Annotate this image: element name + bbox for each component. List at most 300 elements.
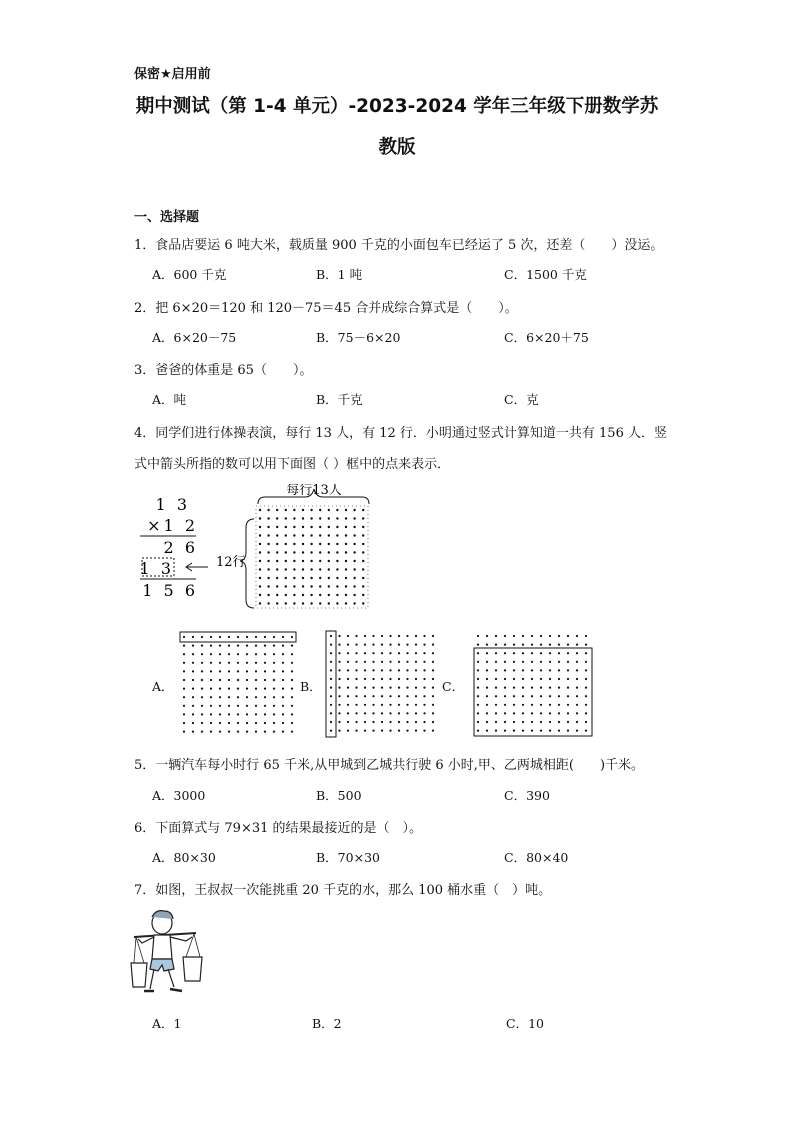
grid-dot bbox=[293, 534, 295, 536]
grid-dot bbox=[504, 669, 506, 671]
grid-dot bbox=[255, 670, 257, 672]
grid-dot bbox=[353, 560, 355, 562]
grid-dot bbox=[282, 645, 284, 647]
grid-dot bbox=[192, 696, 194, 698]
grid-dot bbox=[432, 635, 434, 637]
grid-dot bbox=[328, 602, 330, 604]
grid-dot bbox=[477, 635, 479, 637]
grid-dot bbox=[372, 704, 374, 706]
grid-dot bbox=[495, 730, 497, 732]
grid-dot bbox=[246, 705, 248, 707]
question-5-option-a[interactable]: A．3000 bbox=[152, 788, 206, 803]
grid-dot bbox=[201, 679, 203, 681]
grid-dot bbox=[276, 560, 278, 562]
grid-dot bbox=[389, 644, 391, 646]
grid-dot bbox=[328, 526, 330, 528]
grid-dot bbox=[558, 704, 560, 706]
grid-dot bbox=[282, 731, 284, 733]
question-6-option-a[interactable]: A．80×30 bbox=[152, 850, 216, 865]
grid-dot bbox=[319, 560, 321, 562]
grid-dot bbox=[549, 669, 551, 671]
grid-dot bbox=[362, 509, 364, 511]
grid-dot bbox=[264, 662, 266, 664]
grid-dot bbox=[477, 652, 479, 654]
grid-dot bbox=[336, 517, 338, 519]
grid-dot bbox=[192, 662, 194, 664]
question-4-text-line-2: 式中箭头所指的数可以用下面图（ ）框中的点来表示． bbox=[134, 457, 451, 472]
grid-dot bbox=[381, 644, 383, 646]
grid-dot bbox=[576, 635, 578, 637]
grid-dot bbox=[522, 661, 524, 663]
grid-dot bbox=[576, 678, 578, 680]
grid-dot bbox=[336, 594, 338, 596]
grid-dot bbox=[276, 543, 278, 545]
grid-dot bbox=[423, 730, 425, 732]
grid-dot bbox=[355, 687, 357, 689]
option-b-dots bbox=[330, 635, 434, 732]
grid-dot bbox=[219, 662, 221, 664]
grid-dot bbox=[531, 704, 533, 706]
left-bucket bbox=[131, 963, 147, 987]
confidential-label: 保密★启用前 bbox=[134, 67, 211, 82]
grid-dot bbox=[338, 687, 340, 689]
grid-dot bbox=[336, 551, 338, 553]
grid-dot bbox=[201, 705, 203, 707]
grid-dot bbox=[293, 585, 295, 587]
grid-dot bbox=[567, 712, 569, 714]
question-7-option-b[interactable]: B．2 bbox=[312, 1016, 342, 1031]
grid-dot bbox=[504, 730, 506, 732]
grid-dot bbox=[540, 669, 542, 671]
grid-dot bbox=[291, 645, 293, 647]
grid-dot bbox=[531, 661, 533, 663]
grid-dot bbox=[522, 704, 524, 706]
grid-dot bbox=[540, 652, 542, 654]
grid-dot bbox=[328, 577, 330, 579]
grid-dot bbox=[477, 644, 479, 646]
grid-dot bbox=[381, 635, 383, 637]
grid-dot bbox=[282, 653, 284, 655]
grid-dot bbox=[381, 712, 383, 714]
grid-dot bbox=[183, 696, 185, 698]
question-3 bbox=[134, 359, 312, 378]
grid-dot bbox=[531, 678, 533, 680]
grid-dot bbox=[364, 695, 366, 697]
grid-dot bbox=[273, 653, 275, 655]
main-dot-grid-figure bbox=[210, 484, 380, 616]
rows-label: 12行 bbox=[216, 555, 246, 570]
question-7-text: 如图，王叔叔一次能挑重 20 千克的水，那么 100 桶水重（ ）吨。 bbox=[155, 883, 552, 898]
grid-dot bbox=[319, 509, 321, 511]
grid-dot bbox=[406, 704, 408, 706]
grid-dot bbox=[522, 635, 524, 637]
grid-dot bbox=[246, 688, 248, 690]
grid-dot bbox=[415, 644, 417, 646]
grid-dot bbox=[273, 713, 275, 715]
grid-dot bbox=[237, 688, 239, 690]
question-6-option-b[interactable]: B．70×30 bbox=[316, 850, 380, 865]
grid-dot bbox=[345, 594, 347, 596]
grid-dot bbox=[291, 705, 293, 707]
grid-dot bbox=[293, 594, 295, 596]
grid-dot bbox=[291, 722, 293, 724]
grid-dot bbox=[353, 543, 355, 545]
grid-dot bbox=[398, 730, 400, 732]
grid-dot bbox=[432, 687, 434, 689]
grid-dot bbox=[347, 721, 349, 723]
grid-dot bbox=[264, 731, 266, 733]
grid-dot bbox=[372, 678, 374, 680]
grid-dot bbox=[540, 712, 542, 714]
grid-dot bbox=[267, 577, 269, 579]
question-4-option-c[interactable]: C． bbox=[442, 679, 465, 694]
grid-dot bbox=[319, 526, 321, 528]
grid-dot bbox=[291, 670, 293, 672]
calc-product: 1 5 6 bbox=[142, 581, 198, 600]
grid-dot bbox=[347, 730, 349, 732]
grid-dot bbox=[237, 722, 239, 724]
vertical-multiplication-figure bbox=[130, 490, 210, 605]
grid-dot bbox=[264, 653, 266, 655]
grid-dot bbox=[285, 534, 287, 536]
grid-dot bbox=[353, 594, 355, 596]
grid-dot bbox=[477, 687, 479, 689]
grid-dot bbox=[219, 731, 221, 733]
grid-dot bbox=[210, 653, 212, 655]
grid-dot bbox=[415, 730, 417, 732]
grid-dot bbox=[531, 652, 533, 654]
grid-dot bbox=[330, 712, 332, 714]
grid-dot bbox=[219, 645, 221, 647]
grid-dot bbox=[228, 653, 230, 655]
grid-dot bbox=[415, 678, 417, 680]
question-4-option-a[interactable]: A． bbox=[152, 679, 174, 694]
question-3-option-b[interactable]: B．千克 bbox=[316, 392, 363, 407]
grid-dot bbox=[398, 669, 400, 671]
question-3-option-c[interactable]: C．克 bbox=[504, 392, 539, 407]
grid-dot bbox=[423, 661, 425, 663]
grid-dot bbox=[282, 705, 284, 707]
grid-dot bbox=[549, 661, 551, 663]
grid-dot bbox=[259, 585, 261, 587]
grid-dot bbox=[267, 560, 269, 562]
question-7-option-c[interactable]: C．10 bbox=[506, 1016, 544, 1031]
grid-dot bbox=[415, 712, 417, 714]
grid-dot bbox=[477, 661, 479, 663]
grid-dot bbox=[237, 705, 239, 707]
grid-dot bbox=[486, 635, 488, 637]
grid-dot bbox=[328, 568, 330, 570]
grid-dot bbox=[273, 731, 275, 733]
grid-dot bbox=[330, 652, 332, 654]
main-grid-border bbox=[256, 506, 368, 608]
grid-dot bbox=[302, 577, 304, 579]
grid-dot bbox=[362, 543, 364, 545]
grid-dot bbox=[228, 731, 230, 733]
grid-dot bbox=[228, 662, 230, 664]
grid-dot bbox=[576, 652, 578, 654]
grid-dot bbox=[276, 526, 278, 528]
grid-dot bbox=[201, 670, 203, 672]
grid-dot bbox=[477, 695, 479, 697]
grid-dot bbox=[398, 695, 400, 697]
grid-dot bbox=[347, 704, 349, 706]
grid-dot bbox=[486, 704, 488, 706]
grid-dot bbox=[364, 635, 366, 637]
grid-dot bbox=[381, 730, 383, 732]
grid-dot bbox=[276, 568, 278, 570]
grid-dot bbox=[192, 670, 194, 672]
grid-dot bbox=[423, 644, 425, 646]
grid-dot bbox=[558, 730, 560, 732]
grid-dot bbox=[389, 730, 391, 732]
grid-dot bbox=[302, 509, 304, 511]
grid-dot bbox=[513, 669, 515, 671]
grid-dot bbox=[319, 517, 321, 519]
grid-dot bbox=[353, 526, 355, 528]
grid-dot bbox=[285, 526, 287, 528]
grid-dot bbox=[330, 644, 332, 646]
grid-dot bbox=[415, 687, 417, 689]
grid-dot bbox=[355, 661, 357, 663]
grid-dot bbox=[310, 543, 312, 545]
grid-dot bbox=[558, 695, 560, 697]
grid-dot bbox=[353, 577, 355, 579]
grid-dot bbox=[495, 678, 497, 680]
grid-dot bbox=[330, 721, 332, 723]
grid-dot bbox=[432, 644, 434, 646]
right-bucket bbox=[183, 957, 202, 981]
grid-dot bbox=[398, 652, 400, 654]
grid-dot bbox=[364, 730, 366, 732]
grid-dot bbox=[513, 678, 515, 680]
grid-dot bbox=[355, 635, 357, 637]
grid-dot bbox=[282, 722, 284, 724]
grid-dot bbox=[540, 704, 542, 706]
grid-dot bbox=[381, 695, 383, 697]
grid-dot bbox=[285, 560, 287, 562]
grid-dot bbox=[347, 712, 349, 714]
grid-dot bbox=[201, 653, 203, 655]
question-1-option-a[interactable]: A．600 千克 bbox=[152, 267, 227, 282]
grid-dot bbox=[389, 652, 391, 654]
option-c-dot-grid[interactable] bbox=[470, 628, 596, 740]
grid-dot bbox=[522, 721, 524, 723]
grid-dot bbox=[291, 679, 293, 681]
grid-dot bbox=[210, 688, 212, 690]
grid-dot bbox=[576, 661, 578, 663]
grid-dot bbox=[513, 730, 515, 732]
grid-dot bbox=[302, 560, 304, 562]
question-6-option-c[interactable]: C．80×40 bbox=[504, 850, 569, 865]
grid-dot bbox=[192, 679, 194, 681]
grid-dot bbox=[364, 704, 366, 706]
grid-dot bbox=[477, 721, 479, 723]
grid-dot bbox=[276, 534, 278, 536]
grid-dot bbox=[293, 568, 295, 570]
grid-dot bbox=[540, 730, 542, 732]
grid-dot bbox=[347, 652, 349, 654]
grid-dot bbox=[558, 669, 560, 671]
grid-dot bbox=[406, 678, 408, 680]
grid-dot bbox=[302, 602, 304, 604]
grid-dot bbox=[576, 712, 578, 714]
grid-dot bbox=[183, 636, 185, 638]
calc-multiplier: ×1 2 bbox=[147, 516, 198, 535]
option-b-dot-grid[interactable] bbox=[322, 628, 434, 740]
grid-dot bbox=[567, 661, 569, 663]
grid-dot bbox=[477, 712, 479, 714]
question-3-option-a[interactable]: A．吨 bbox=[152, 392, 187, 407]
feet bbox=[144, 989, 182, 991]
question-5-text: 一辆汽车每小时行 65 千米,从甲城到乙城共行驶 6 小时,甲、乙两城相距( )千米。 bbox=[155, 758, 645, 773]
grid-dot bbox=[495, 652, 497, 654]
grid-dot bbox=[336, 543, 338, 545]
grid-dot bbox=[576, 721, 578, 723]
option-a-dot-grid[interactable] bbox=[176, 628, 302, 740]
question-4-option-b[interactable]: B． bbox=[300, 679, 322, 694]
grid-dot bbox=[319, 577, 321, 579]
grid-dot bbox=[291, 662, 293, 664]
grid-dot bbox=[540, 644, 542, 646]
question-5-option-b[interactable]: B．500 bbox=[316, 788, 362, 803]
grid-dot bbox=[477, 730, 479, 732]
question-5-option-c[interactable]: C．390 bbox=[504, 788, 550, 803]
grid-dot bbox=[495, 669, 497, 671]
grid-dot bbox=[291, 713, 293, 715]
grid-dot bbox=[567, 652, 569, 654]
question-3-number: 3． bbox=[134, 363, 156, 378]
grid-dot bbox=[259, 577, 261, 579]
grid-dot bbox=[486, 652, 488, 654]
grid-dot bbox=[381, 661, 383, 663]
grid-dot bbox=[347, 669, 349, 671]
grid-dot bbox=[531, 712, 533, 714]
grid-dot bbox=[273, 645, 275, 647]
question-4-line-1 bbox=[134, 422, 667, 441]
grid-dot bbox=[576, 695, 578, 697]
grid-dot bbox=[183, 645, 185, 647]
grid-dot bbox=[362, 526, 364, 528]
question-1-option-c[interactable]: C．1500 千克 bbox=[504, 267, 587, 282]
grid-dot bbox=[210, 722, 212, 724]
grid-dot bbox=[285, 509, 287, 511]
question-2-option-a[interactable]: A．6×20－75 bbox=[152, 330, 237, 345]
grid-dot bbox=[415, 721, 417, 723]
grid-dot bbox=[267, 534, 269, 536]
grid-dot bbox=[372, 635, 374, 637]
grid-dot bbox=[255, 731, 257, 733]
grid-dot bbox=[513, 687, 515, 689]
grid-dot bbox=[293, 577, 295, 579]
grid-dot bbox=[381, 678, 383, 680]
grid-dot bbox=[567, 635, 569, 637]
grid-dot bbox=[355, 695, 357, 697]
question-2-option-c[interactable]: C．6×20＋75 bbox=[504, 330, 589, 345]
grid-dot bbox=[504, 661, 506, 663]
grid-dot bbox=[246, 731, 248, 733]
grid-dot bbox=[330, 695, 332, 697]
grid-dot bbox=[319, 568, 321, 570]
grid-dot bbox=[319, 534, 321, 536]
calc-partial-1: 2 6 bbox=[163, 538, 198, 557]
grid-dot bbox=[585, 730, 587, 732]
grid-dot bbox=[567, 644, 569, 646]
grid-dot bbox=[585, 687, 587, 689]
grid-dot bbox=[504, 695, 506, 697]
grid-dot bbox=[192, 722, 194, 724]
grid-dot bbox=[319, 585, 321, 587]
grid-dot bbox=[264, 722, 266, 724]
grid-dot bbox=[291, 688, 293, 690]
grid-dot bbox=[522, 678, 524, 680]
question-7-option-a[interactable]: A．1 bbox=[152, 1016, 182, 1031]
grid-dot bbox=[276, 577, 278, 579]
grid-dot bbox=[259, 551, 261, 553]
grid-dot bbox=[219, 688, 221, 690]
grid-dot bbox=[362, 517, 364, 519]
grid-dot bbox=[310, 526, 312, 528]
grid-dot bbox=[558, 661, 560, 663]
grid-dot bbox=[246, 713, 248, 715]
grid-dot bbox=[201, 645, 203, 647]
grid-dot bbox=[372, 721, 374, 723]
grid-dot bbox=[267, 526, 269, 528]
grid-dot bbox=[362, 577, 364, 579]
grid-dot bbox=[567, 669, 569, 671]
grid-dot bbox=[267, 509, 269, 511]
grid-dot bbox=[246, 636, 248, 638]
grid-dot bbox=[219, 696, 221, 698]
question-1-option-b[interactable]: B．1 吨 bbox=[316, 267, 363, 282]
question-2-option-b[interactable]: B．75－6×20 bbox=[316, 330, 401, 345]
grid-dot bbox=[328, 517, 330, 519]
grid-dot bbox=[345, 517, 347, 519]
grid-dot bbox=[432, 652, 434, 654]
question-1 bbox=[134, 234, 663, 253]
grid-dot bbox=[264, 670, 266, 672]
grid-dot bbox=[398, 661, 400, 663]
grid-dot bbox=[328, 543, 330, 545]
grid-dot bbox=[381, 704, 383, 706]
grid-dot bbox=[210, 662, 212, 664]
grid-dot bbox=[291, 731, 293, 733]
grid-dot bbox=[355, 730, 357, 732]
grid-dot bbox=[201, 696, 203, 698]
grid-dot bbox=[246, 679, 248, 681]
grid-dot bbox=[285, 577, 287, 579]
question-6-text: 下面算式与 79×31 的结果最接近的是（ ）。 bbox=[155, 821, 423, 836]
grid-dot bbox=[406, 652, 408, 654]
grid-dot bbox=[486, 669, 488, 671]
grid-dot bbox=[540, 661, 542, 663]
grid-dot bbox=[432, 712, 434, 714]
grid-dot bbox=[415, 695, 417, 697]
grid-dot bbox=[522, 730, 524, 732]
grid-dot bbox=[210, 705, 212, 707]
grid-dot bbox=[267, 594, 269, 596]
grid-dot bbox=[293, 551, 295, 553]
grid-dot bbox=[567, 695, 569, 697]
grid-dot bbox=[364, 644, 366, 646]
grid-dot bbox=[432, 704, 434, 706]
grid-dot bbox=[192, 636, 194, 638]
grid-dot bbox=[285, 568, 287, 570]
grid-dot bbox=[558, 644, 560, 646]
grid-dot bbox=[310, 509, 312, 511]
grid-dot bbox=[406, 721, 408, 723]
grid-dot bbox=[201, 636, 203, 638]
